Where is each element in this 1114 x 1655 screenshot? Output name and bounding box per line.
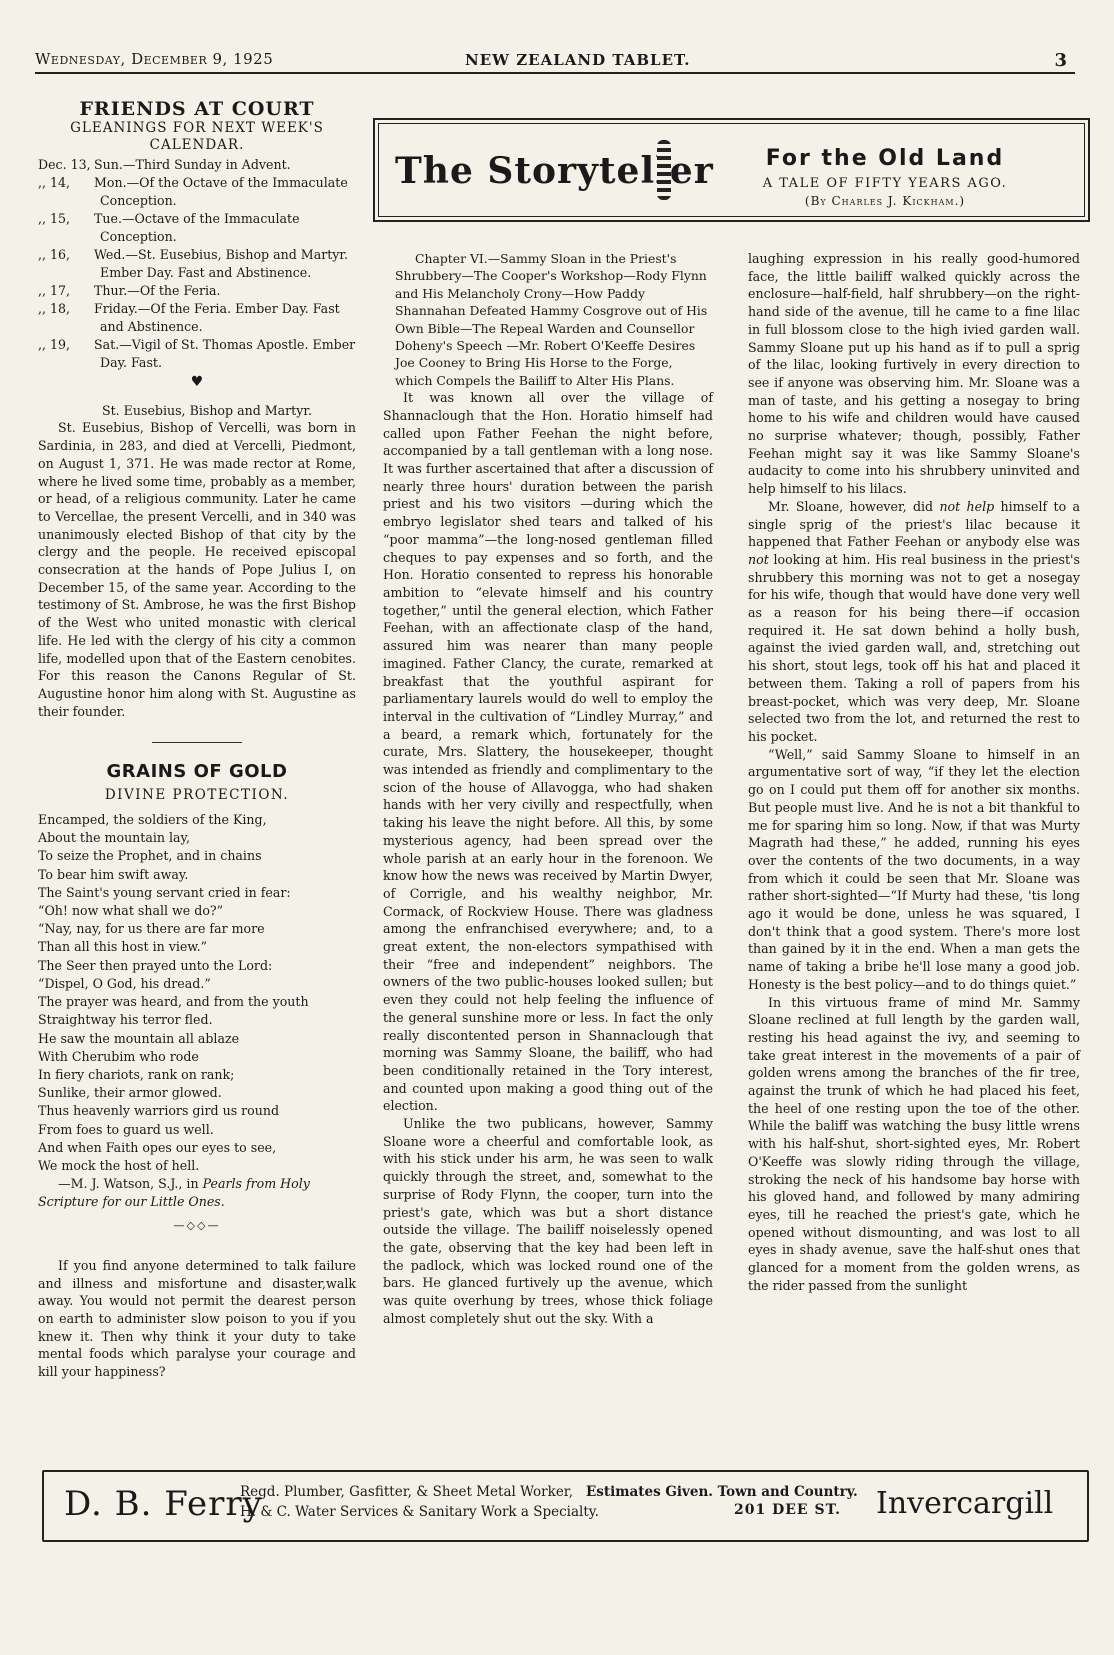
calendar-entry: ,, 17, Thur.—Of the Feria. xyxy=(38,283,221,298)
story-paragraph: laughing expression in his really good-humored face, the little bailiff walked quickly across the enclosure—half-field, half shrubbery—on the right-hand side of the avenue, till he came to a fine lilac in full blossom close to the high ivied garden wall. Sammy Sloane put up his hand as if to pull a sprig of the lilac, looking furtively in every direction to see if anyone was observing him. Mr. Sloane was a man of taste, and his getting a nosegay to bring home to his wife and children would have caused no surprise whatever; though, possibly, Father Feehan might say it was like Sammy Sloane's audacity to come into his shrubbery uninvited and help himself to his lilacs. xyxy=(748,251,1080,497)
poem-line: Sunlike, their armor glowed. xyxy=(38,1085,222,1101)
story-tagline: A TALE OF FIFTY YEARS AGO. xyxy=(762,176,1008,191)
masthead xyxy=(35,50,1075,74)
poem-line: The Seer then prayed unto the Lord: xyxy=(38,957,273,973)
poem-line: “Nay, nay, for us there are far more xyxy=(38,921,265,937)
storyteller-banner xyxy=(373,118,1090,222)
poem-line: “Oh! now what shall we do?” xyxy=(38,903,224,919)
poem-line: And when Faith opes our eyes to see, xyxy=(38,1139,277,1155)
poem-line: To seize the Prophet, and in chains xyxy=(38,848,262,864)
advertiser-name: D. B. Ferry xyxy=(64,1484,263,1524)
poem-line: He saw the mountain all ablaze xyxy=(38,1030,240,1046)
advert-specialty: H. & C. Water Services & Sanitary Work a Specialty. xyxy=(240,1504,599,1520)
newspaper-title: NEW ZEALAND TABLET. xyxy=(465,51,691,69)
saint-heading: St. Eusebius, Bishop and Martyr. xyxy=(101,402,312,418)
poem-line: In fiery chariots, rank on rank; xyxy=(38,1066,235,1082)
saint-biography: St. Eusebius, Bishop of Vercelli, was born in Sardinia, in 283, and died at Vercelli, Piedmont, on August 1, 371. He was made rector at Rome, where he lived some time, probably as a member, or head, of a religious community. Later he came to Vercellae, the present Vercelli, and in 340 was unanimously elected Bishop of that city by the clergy and the people. He received episcopal consecration at the hands of Pope Julius I, on December 15, of the same year. According to the testimony of St. Ambrose, he was the first Bishop of the West who united monastic with clerical life. He led with the clergy of his city a common life, modelled upon that of the Eastern cenobites. For this reason the Canons Regular of St. Augustine honor him along with St. Augustine as their founder. xyxy=(38,420,356,719)
calendar-entry: ,, 19, Sat.—Vigil of St. Thomas Apostle. Ember Day. Fast. xyxy=(38,337,356,370)
calendar-entry: ,, 16, Wed.—St. Eusebius, Bishop and Martyr. Ember Day. Fast and Abstinence. xyxy=(38,247,349,280)
column-left xyxy=(38,98,356,1381)
advert-services: Regd. Plumber, Gasfitter, & Sheet Metal Worker, Estimates Given. Town and Country. xyxy=(240,1484,858,1500)
poem-line: To bear him swift away. xyxy=(38,866,189,882)
friends-subtitle: GLEANINGS FOR NEXT WEEK'S CALENDAR. xyxy=(70,120,324,153)
story-paragraph: Mr. Sloane, however, did not help himself to a single sprig of the priest's lilac because it happened that Father Feehan or anybody else was not looking at him. His real business in the priest's shrubbery this morning was not to get a nosegay for his wife, though that would have done very well as a reason for his being there—if occasion required it. He sat down behind a holly bush, against the ivied garden wall, and, stretching out his short, stout legs, took off his hat and placed it between them. Taking a roll of papers from his breast-pocket, which was very deep, Mr. Sloane selected two from the lot, and returned the rest to his pocket. xyxy=(748,498,1080,744)
calendar-entry: ,, 18, Friday.—Of the Feria. Ember Day. Fast and Abstinence. xyxy=(38,301,340,334)
calendar-entry: ,, 15, Tue.—Octave of the Immaculate Conception. xyxy=(38,211,300,244)
poem-line: Straightway his terror fled. xyxy=(38,1012,213,1028)
diamond-ornament-icon: —◇◇— xyxy=(173,1219,221,1233)
poem-line: The Saint's young servant cried in fear: xyxy=(38,884,291,900)
issue-date: Wednesday, December 9, 1925 xyxy=(35,50,274,68)
poem-line: “Dispel, O God, his dread.” xyxy=(38,975,211,991)
poem-title: DIVINE PROTECTION. xyxy=(104,787,290,804)
poem-line: Thus heavenly warriors gird us round xyxy=(38,1103,280,1119)
heart-fleuron-icon: ♥ xyxy=(190,374,204,390)
storyteller-logo: The Storyteller xyxy=(395,150,714,192)
column-right xyxy=(748,250,1080,1294)
story-paragraph: Unlike the two publicans, however, Sammy Sloane wore a cheerful and comfortable look, as with his stick under his arm, he was seen to walk quickly through the street, and, somewhat to the surprise of Rody Flynn, the cooper, turn into the priest's gate, which was but a short distance outside the village. The bailiff noiselessly opened the gate, observing that the key had been left in the padlock, which was locked round one of the bars. He glanced furtively up the avenue, which was quite overhung by trees, whose thick foliage almost completely shut out the sky. With a xyxy=(383,1116,713,1326)
poem-line: We mock the host of hell. xyxy=(38,1157,200,1173)
chapter-synopsis: Chapter VI.—Sammy Sloan in the Priest's Shrubbery—The Cooper's Workshop—Rody Flynn and His Melancholy Crony—How Paddy Shannahan Defeated Hammy Cosgrove out of His Own Bible—The Repeal Warden and Counsellor Doheny's Speech —Mr. Robert O'Keeffe Desires Joe Cooney to Bring His Horse to the Forge, which Compels the Bailiff to Alter His Plans. xyxy=(395,251,708,388)
poem-attribution: —M. J. Watson, S.J., in Pearls from Holy Scripture for our Little Ones. xyxy=(38,1176,310,1210)
poem-line: From foes to guard us well. xyxy=(38,1121,214,1137)
poem-source: Pearls from Holy Scripture for our Little Ones. xyxy=(38,1176,310,1210)
story-author: (By Charles J. Kickham.) xyxy=(804,194,966,208)
story-paragraph: “Well,” said Sammy Sloane to himself in an argumentative sort of way, “if they let the election go on I could put them off for another six months. But people must live. And he is not a bit thankful to me for sparing him so long. Now, if that was Murty Magrath had these,” he added, running his eyes over the contents of the two documents, in a way from which it could be seen that Mr. Sloane was rather short-sighted—“If Murty had these, 'tis long ago it would be done, unless he was squared, I don't think that a good system. There's more lost than gained by it in the end. When a man gets the name of taking a bribe he'll lose many a good job. Honesty is the best policy—and to do things quiet.” xyxy=(748,746,1080,992)
poem-line: Than all this host in view.” xyxy=(38,939,208,955)
poem-lines xyxy=(38,811,356,1175)
column-middle xyxy=(383,250,713,1328)
story-paragraph: It was known all over the village of Shannaclough that the Hon. Horatio himself had called upon Father Feehan the night before, accompanied by a tall gentleman with a long nose. It was further ascertained that after a discussion of nearly three hours' duration between the parish priest and his two visitors —during which the embryo legislator shed tears and talked of his “poor mamma”—the long-nosed gentleman filled cheques to pay expenses and so forth, and the Hon. Horatio consented to repress his honorable ambition to “elevate himself and his country together,” until the general election, which Father Feehan, with an affectionate clasp of the hand, assured him was nearer than many people imagined. Father Clancy, the curate, remarked at breakfast that the youthful aspirant for parliamentary laurels would do well to employ the interval in the cultivation of “Lindley Murray,” and a beard, a remark which, fortunately for the curate, Mrs. Slattery, the housekeeper, thought was intended as friendly and complimentary to the scion of the house of Allavogga, who had shaken hands with her very civilly and respectfully, when taking his leave the night before. All this, by some mysterious agency, had been spread over the whole parish at an early hour in the forenoon. We know how the news was received by Martin Dwyer, of Corrigle, and his wealthy neighbor, Mr. Cormack, of Rockview House. There was gladness among the enfranchised everywhere; and, to a great extent, the non-electors sympathised with their “free and independent” neighbors. The owners of the two public-houses looked sullen; but even they could not help feeling the influence of the general sunshine more or less. In fact the only really discontented person in Shannaclough that morning was Sammy Sloane, the bailiff, who had been conditionally retained in the Tory interest, and counted upon making a good thing out of the election. xyxy=(383,390,713,1114)
advert-city: Invercargill xyxy=(876,1486,1054,1521)
calendar-entry: ,, 14, Mon.—Of the Octave of the Immaculate Conception. xyxy=(38,175,348,208)
advert-address: 201 DEE ST. xyxy=(734,1502,842,1518)
poem-line: With Cherubim who rode xyxy=(38,1048,199,1064)
story-paragraph: In this virtuous frame of mind Mr. Sammy Sloane reclined at full length by the garden wall, resting his head against the ivy, and seeming to take great interest in the movements of a pair of golden wrens among the branches of the fir tree, against the trunk of which he had placed his feet, the heel of one resting upon the toe of the other. While the baliff was watching the busy little wrens with his half-shut, short-sighted eyes, Mr. Robert O'Keeffe was slowly riding through the village, stroking the neck of his handsome bay horse with his gloved hand, and followed by many admiring eyes, till he reached the priest's gate, which he opened without dismounting, and was lost to all eyes in shady avenue, save the half-shut ones that glanced for a moment from the golden wrens, as the rider passed from the sunlight xyxy=(748,994,1080,1293)
advice-paragraph: If you find anyone determined to talk failure and illness and misfortune and disaster,walk away. You would not permit the dearest person on earth to administer slow poison to you if you knew it. Then why think it your duty to take mental foods which paralyse your courage and kill your happiness? xyxy=(38,1257,356,1380)
calendar-entry: Dec. 13, Sun.—Third Sunday in Advent. xyxy=(38,157,291,172)
bead-ornament-icon xyxy=(657,140,671,200)
story-title: For the Old Land xyxy=(765,146,1005,171)
section-divider xyxy=(152,742,242,743)
poem-line: Encamped, the soldiers of the King, xyxy=(38,812,267,828)
poem-line: About the mountain lay, xyxy=(38,830,190,846)
grains-of-gold-heading: GRAINS OF GOLD xyxy=(106,761,288,783)
calendar-list xyxy=(38,156,356,372)
ferry-advertisement xyxy=(42,1470,1089,1542)
friends-at-court-heading: FRIENDS AT COURT xyxy=(79,98,315,120)
page-number: 3 xyxy=(1054,50,1067,71)
poem-line: The prayer was heard, and from the youth xyxy=(38,994,309,1010)
